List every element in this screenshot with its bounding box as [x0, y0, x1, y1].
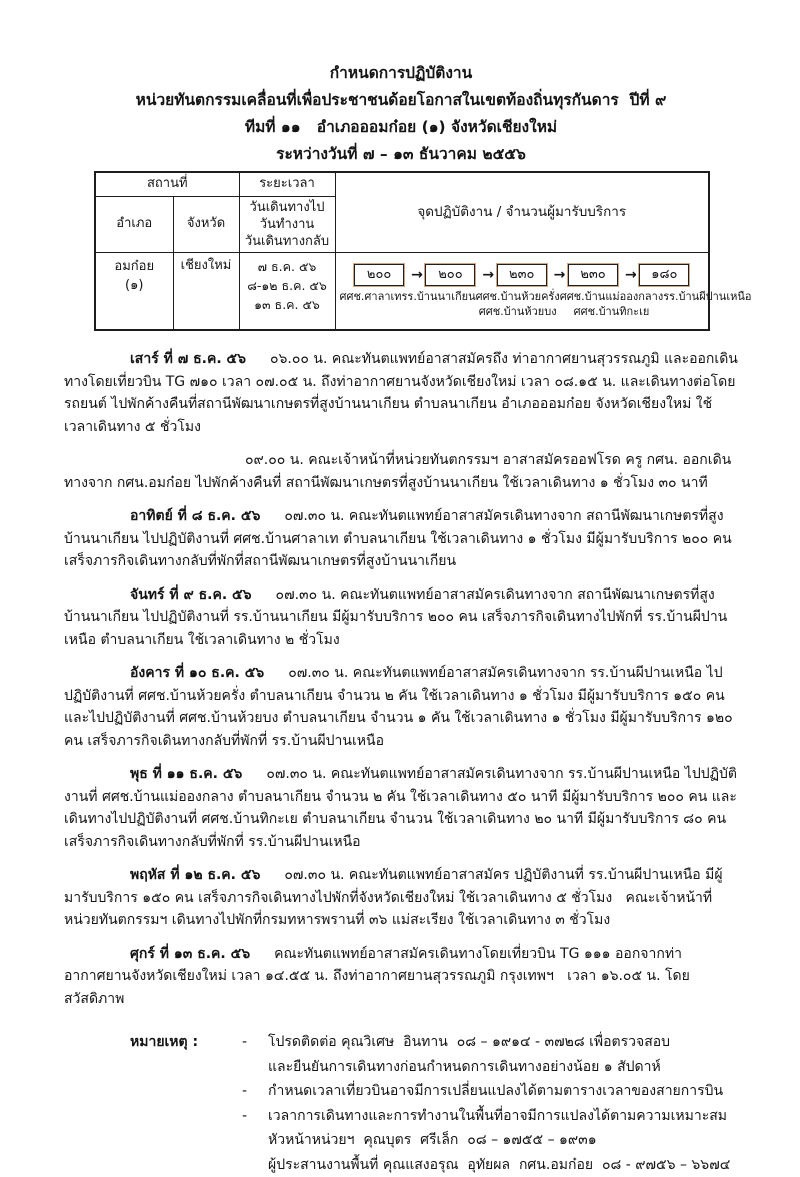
schedule-text: ๐๗.๓๐ น. คณะทันตแพทย์อาสาสมัครเดินทางจาก สถานีพัฒนาเกษตรที่สูงบ้านนาเกียน ไปปฏิบัติงานที่ รร.บ้านนาเกียน มีผู้มารับบริการ ๒๐๐ คน เสร็จภารกิจเดินทางไปพักที่ รร.บ้านผีปานเหนือ ตำบลนาเกียน ใช้เวลาเดินทาง ๒ ชั่วโมง [64, 587, 727, 648]
cell-province: เชียงใหม่ [173, 252, 239, 330]
arrow-icon: → [411, 266, 423, 284]
schedule-entry-wednesday [64, 763, 738, 853]
flow-station-3 [486, 264, 557, 286]
document-title [64, 60, 738, 168]
date-return: ๑๓ ธ.ค. ๕๖ [242, 295, 333, 314]
station-label-2 [402, 289, 476, 319]
flow-boxes-row [344, 264, 701, 286]
district-number: (๑) [98, 276, 171, 295]
station-name: รร.บ้านผีปานเหนือ [663, 289, 751, 304]
title-line-4: ระหว่างวันที่ ๗ – ๑๓ ธันวาคม ๒๕๕๖ [64, 141, 738, 168]
cell-flow-diagram [335, 252, 709, 330]
station-name: รร.บ้านนาเกียน [402, 289, 476, 304]
table-header-province: จังหวัด [173, 196, 239, 252]
date-outbound: ๗ ธ.ค. ๕๖ [242, 257, 333, 276]
flow-station-1 [344, 264, 415, 286]
table-header-duration: ระยะเวลา [239, 172, 335, 196]
patient-count-box: ๒๐๐ [425, 264, 475, 286]
flow-labels-row [340, 289, 705, 319]
title-line-2: หน่วยทันตกรรมเคลื่อนที่เพื่อประชาชนด้อยโอกาสในเขตท้องถิ่นทุรกันดาร ปีที่ ๙ [64, 87, 738, 114]
day-heading: อังคาร ที่ ๑๐ ธ.ค. ๕๖ [130, 665, 264, 681]
spacer [238, 1153, 268, 1177]
station-name: ศศช.บ้านห้วยครั่ง [476, 289, 560, 304]
schedule-entry-thursday [64, 864, 738, 932]
flow-station-5 [629, 264, 700, 286]
schedule-text: คณะทันตแพทย์อาสาสมัครเดินทางโดยเที่ยวบิน TG ๑๑๑ ออกจากท่าอากาศยานจังหวัดเชียงใหม่ เวลา ๑๔.๕๕ น. ถึงท่าอากาศยานสุวรรณภูมิ กรุงเทพฯ เวลา ๑๖.๐๕ น. โดยสวัสดิภาพ [64, 946, 690, 1007]
station-label-4 [560, 289, 663, 319]
title-line-1: กำหนดการปฏิบัติงาน [64, 60, 738, 87]
schedule-text: ๐๗.๓๐ น. คณะทันตแพทย์อาสาสมัครเดินทางจาก รร.บ้านผีปานเหนือ ไปปฏิบัติงานที่ ศศช.บ้านห้วยครั่ง ตำบลนาเกียน จำนวน ๒ คัน ใช้เวลาเดินทาง ๑ ชั่วโมง มีผู้มารับบริการ ๑๕๐ คน และไปปฏิบัติงานที่ ศศช.บ้านห้วยบง ตำบลนาเกียน จำนวน ๑ คัน ใช้เวลาเดินทาง ๑ ชั่วโมง มีผู้มารับบริการ ๑๒๐ คน เสร็จภารกิจเดินทางกลับที่พักที่ รร.บ้านผีปานเหนือ [64, 665, 737, 749]
day-heading: เสาร์ ที่ ๗ ธ.ค. ๕๖ [130, 351, 246, 367]
note-line-coordinator: ผู้ประสานงานพื้นที่ คุณแสงอรุณ อุทัยผล กศน.อมก๋อย ๐๘ - ๙๗๕๖ – ๖๖๗๔ [268, 1153, 738, 1177]
schedule-text: ๐๖.๐๐ น. คณะทันตแพทย์อาสาสมัครถึง ท่าอากาศยานสุวรรณภูมิ และออกเดินทางโดยเที่ยวบิน TG ๗๑๐ เวลา ๐๗.๐๕ น. ถึงท่าอากาศยานจังหวัดเชียงใหม่ เวลา ๐๘.๑๕ น. และเดินทางต่อโดยรถยนต์ ไปพักค้างคืนที่สถานีพัฒนาเกษตรที่สูงบ้านนาเกียน ตำบลนาเกียน อำเภอออมก๋อย จังหวัดเชียงใหม่ ใช้เวลาเดินทาง ๕ ชั่วโมง [64, 351, 738, 435]
note-line-unit-head: หัวหน้าหน่วยฯ คุณบุตร ศรีเล็ก ๐๘ – ๑๗๕๕ – ๑๙๓๑ [268, 1128, 738, 1153]
arrow-icon: → [482, 266, 494, 284]
table-header-location: สถานที่ [95, 172, 239, 196]
station-name: ศศช.ศาลาเท [340, 289, 402, 304]
daily-schedule [64, 348, 738, 1010]
schedule-entry-friday [64, 943, 738, 1011]
date-workdays: ๘-๑๒ ธ.ค. ๕๖ [242, 276, 333, 295]
spacer [130, 1079, 238, 1104]
schedule-entry-monday [64, 584, 738, 652]
spacer [130, 1104, 238, 1129]
notes-label: หมายเหตุ : [130, 1030, 238, 1055]
spacer [238, 1128, 268, 1153]
flow-station-2 [415, 264, 486, 286]
note-line: โปรดติดต่อ คุณวิเศษ อินทาน ๐๘ – ๑๙๑๔ - ๓๗๒๘ เพื่อตรวจสอบ [268, 1030, 738, 1055]
notes-section [130, 1030, 738, 1177]
spacer [130, 1128, 238, 1153]
cell-district [95, 252, 173, 330]
arrow-icon: → [554, 266, 566, 284]
bullet-dash: - [238, 1079, 268, 1104]
arrow-icon: → [625, 266, 637, 284]
day-heading: ศุกร์ ที่ ๑๓ ธ.ค. ๕๖ [130, 946, 250, 962]
note-line: และยืนยันการเดินทางก่อนกำหนดการเดินทางอย่างน้อย ๑ สัปดาห์ [268, 1055, 738, 1080]
patient-count-box: ๒๓๐ [568, 264, 618, 286]
station-name-secondary: ศศช.บ้านทิกะเย [574, 304, 650, 319]
schedule-text: ๐๗.๓๐ น. คณะทันตแพทย์อาสาสมัครเดินทางจาก รร.บ้านผีปานเหนือ ไปปฏิบัติงานที่ ศศช.บ้านแม่อองกลาง ตำบลนาเกียน จำนวน ๒ คัน ใช้เวลาเดินทาง ๕๐ นาที มีผู้มารับบริการ ๒๐๐ คน และเดินทางไปปฏิบัติงานที่ ศศช.บ้านทิกะเย ตำบลนาเกียน จำนวน ใช้เวลาเดินทาง ๒๐ นาที มีผู้มารับบริการ ๘๐ คน เสร็จภารกิจเดินทางกลับที่พักที่ รร.บ้านผีปานเหนือ [64, 766, 737, 850]
station-name: ศศช.บ้านแม่อองกลาง [560, 289, 663, 304]
day-heading: จันทร์ ที่ ๙ ธ.ค. ๕๖ [130, 587, 252, 603]
note-line: เวลาการเดินทางและการทำงานในพื้นที่อาจมีการแปลงได้ตามความเหมาะสม [268, 1104, 738, 1129]
table-header-district: อำเภอ [95, 196, 173, 252]
duration-sub-outbound: วันเดินทางไป [242, 199, 333, 216]
day-heading: พุธ ที่ ๑๑ ธ.ค. ๕๖ [130, 766, 242, 782]
schedule-entry-tuesday [64, 662, 738, 752]
patient-count-box: ๑๘๐ [639, 264, 689, 286]
day-heading: พฤหัส ที่ ๑๒ ธ.ค. ๕๖ [130, 867, 260, 883]
patient-count-box: ๒๓๐ [497, 264, 547, 286]
bullet-dash: - [238, 1030, 268, 1055]
station-label-1 [340, 289, 402, 319]
spacer [130, 1153, 238, 1177]
schedule-entry-saturday [64, 348, 738, 438]
spacer [238, 1055, 268, 1080]
station-label-5 [663, 289, 751, 319]
schedule-text: ๐๗.๓๐ น. คณะทันตแพทย์อาสาสมัครเดินทางจาก สถานีพัฒนาเกษตรที่สูงบ้านนาเกียน ไปปฏิบัติงานที่ ศศช.บ้านศาลาเท ตำบลนาเกียน ใช้เวลาเดินทาง ๑ ชั่วโมง มีผู้มารับบริการ ๒๐๐ คน เสร็จภารกิจเดินทางกลับที่พักที่สถานีพัฒนาเกษตรที่สูงบ้านนาเกียน [64, 508, 736, 569]
spacer [130, 1055, 238, 1080]
patient-count-box: ๒๐๐ [354, 264, 404, 286]
note-line: กำหนดเวลาเที่ยวบินอาจมีการเปลี่ยนแปลงได้ตามตารางเวลาของสายการบิน [268, 1079, 738, 1104]
cell-dates [239, 252, 335, 330]
schedule-entry-sunday [64, 505, 738, 573]
schedule-entry-saturday-2: ๐๙.๐๐ น. คณะเจ้าหน้าที่หน่วยทันตกรรมฯ อาสาสมัครออฟโรด ครู กศน. ออกเดินทางจาก กศน.อมก๋อย ไปพักค้างคืนที่ สถานีพัฒนาเกษตรที่สูงบ้านนาเกียน ใช้เวลาเดินทาง ๑ ชั่วโมง ๓๐ นาที [64, 449, 738, 494]
station-name-secondary: ศศช.บ้านห้วยบง [479, 304, 557, 319]
duration-sub-workdays: วันทำงาน [242, 216, 333, 233]
district-name: อมก๋อย [98, 257, 171, 276]
day-heading: อาทิตย์ ที่ ๘ ธ.ค. ๕๖ [130, 508, 260, 524]
flow-station-4 [557, 264, 628, 286]
table-header-operation: จุดปฏิบัติงาน / จำนวนผู้มารับบริการ [335, 172, 709, 252]
station-label-3 [476, 289, 560, 319]
table-header-duration-detail [239, 196, 335, 252]
title-line-3: ทีมที่ ๑๑ อำเภอออมก๋อย (๑) จังหวัดเชียงใหม่ [64, 114, 738, 141]
bullet-dash: - [238, 1104, 268, 1129]
schedule-text: ๐๗.๓๐ น. คณะทันตแพทย์อาสาสมัคร ปฏิบัติงานที่ รร.บ้านผีปานเหนือ มีผู้มารับบริการ ๑๕๐ คน เสร็จภารกิจเดินทางไปพักที่จังหวัดเชียงใหม่ ใช้เวลาเดินทาง ๕ ชั่วโมง คณะเจ้าหน้าที่หน่วยทันตกรรมฯ เดินทางไปพักที่กรมทหารพรานที่ ๓๖ แม่สะเรียง ใช้เวลาเดินทาง ๓ ชั่วโมง [64, 867, 723, 928]
schedule-table [94, 171, 710, 331]
duration-sub-return: วันเดินทางกลับ [242, 233, 333, 250]
